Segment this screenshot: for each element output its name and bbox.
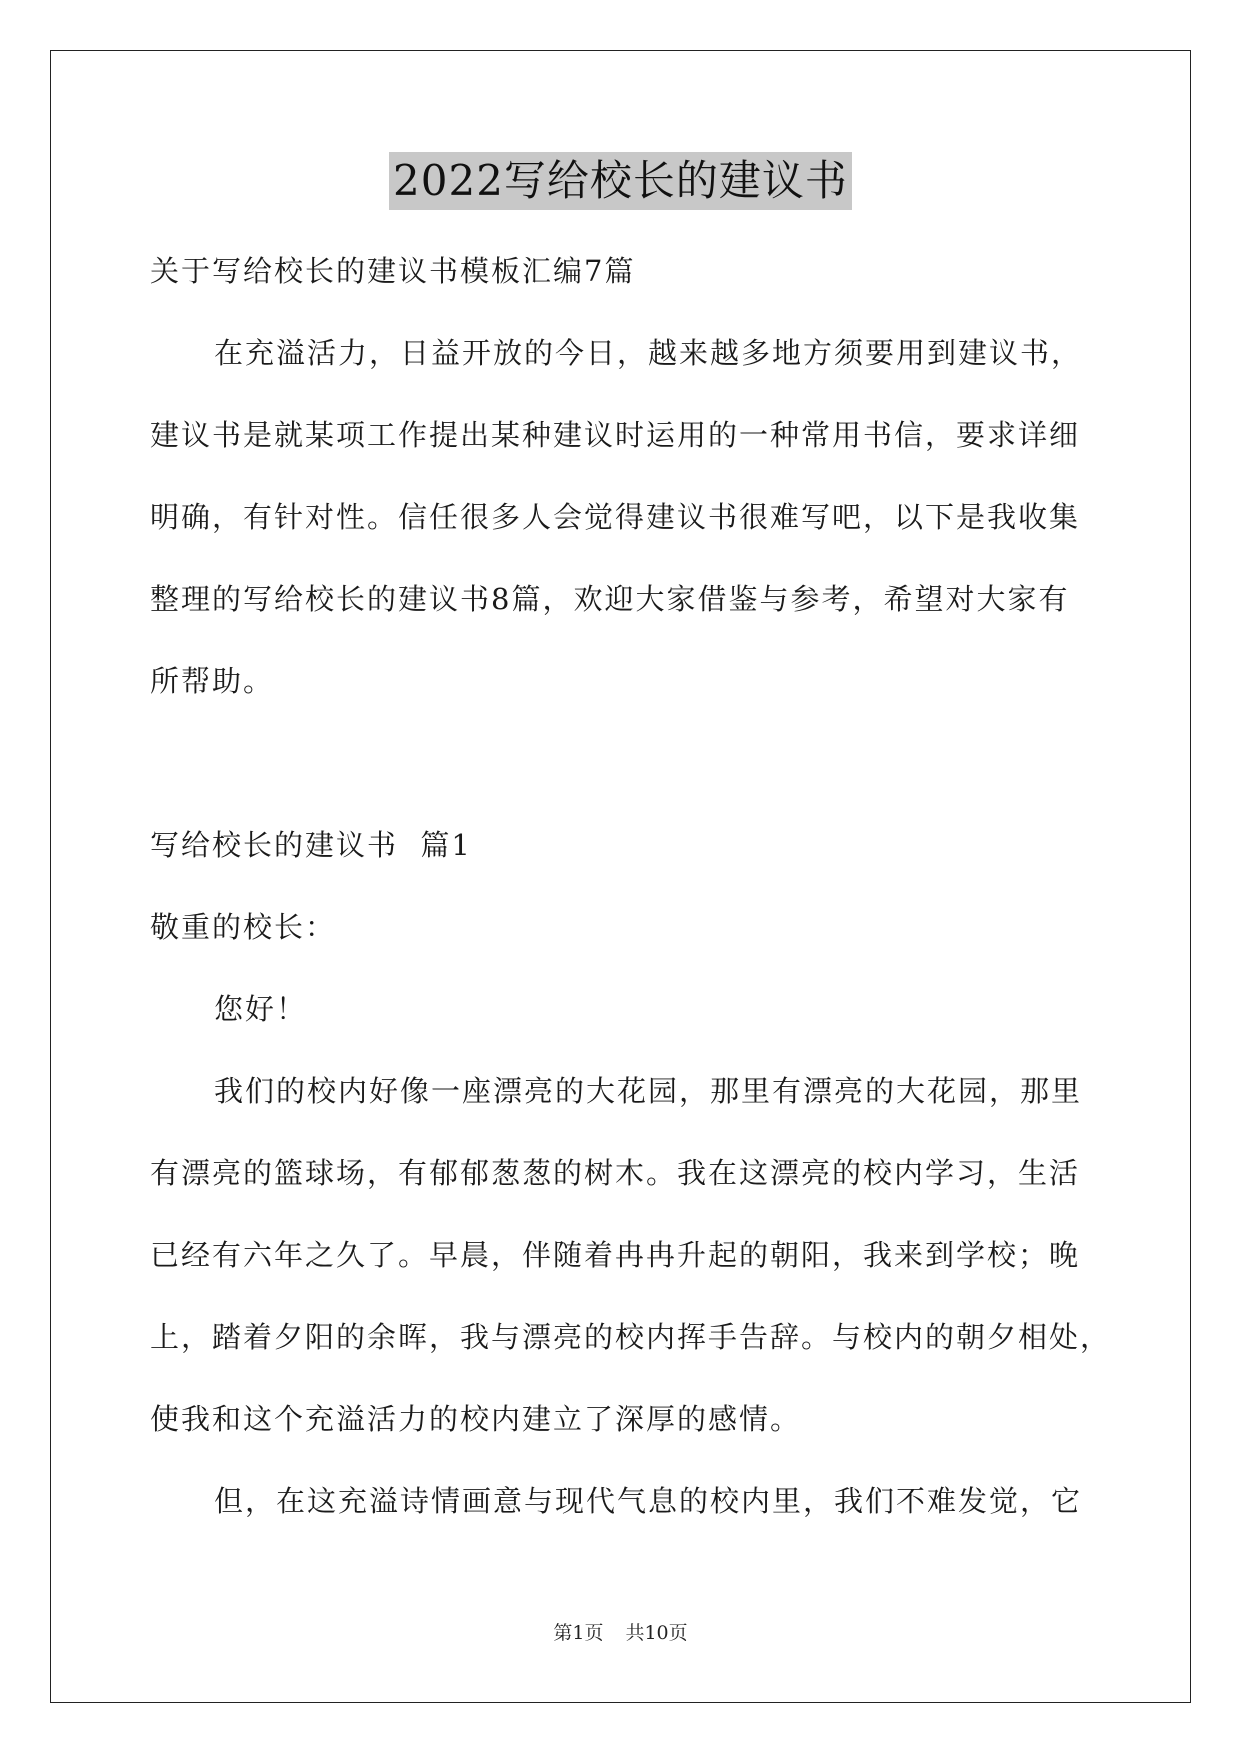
section-heading: 写给校长的建议书 篇1 <box>150 828 472 862</box>
intro-line: 明确，有针对性。信任很多人会觉得建议书很难写吧，以下是我收集 <box>150 500 1081 534</box>
spacer <box>150 722 1090 804</box>
paragraph-line: 但，在这充溢诗情画意与现代气息的校内里，我们不难发觉，它 <box>214 1484 1083 1518</box>
salutation: 敬重的校长： <box>150 910 337 944</box>
greeting: 您好！ <box>214 992 308 1026</box>
page-number-total: 共10页 <box>625 1622 688 1644</box>
intro-line: 所帮助。 <box>150 664 275 698</box>
title-wrap <box>0 152 1241 210</box>
paragraph-line: 使我和这个充溢活力的校内建立了深厚的感情。 <box>150 1402 802 1436</box>
paragraph-line: 我们的校内好像一座漂亮的大花园，那里有漂亮的大花园，那里 <box>214 1074 1083 1108</box>
intro-line: 整理的写给校长的建议书8篇，欢迎大家借鉴与参考，希望对大家有 <box>150 582 1070 616</box>
page-footer <box>0 1618 1241 1645</box>
document-title: 2022写给校长的建议书 <box>389 152 852 210</box>
paragraph-line: 有漂亮的篮球场，有郁郁葱葱的树木。我在这漂亮的校内学习，生活 <box>150 1156 1081 1190</box>
document-body <box>150 230 1112 1542</box>
intro-line: 在充溢活力，日益开放的今日，越来越多地方须要用到建议书， <box>214 336 1083 370</box>
page-number-current: 第1页 <box>553 1622 604 1644</box>
document-subtitle: 关于写给校长的建议书模板汇编7篇 <box>150 254 636 288</box>
intro-line: 建议书是就某项工作提出某种建议时运用的一种常用书信，要求详细 <box>150 418 1081 452</box>
paragraph-line: 已经有六年之久了。早晨，伴随着冉冉升起的朝阳，我来到学校；晚 <box>150 1238 1081 1272</box>
paragraph-line: 上，踏着夕阳的余晖，我与漂亮的校内挥手告辞。与校内的朝夕相处， <box>150 1320 1112 1354</box>
